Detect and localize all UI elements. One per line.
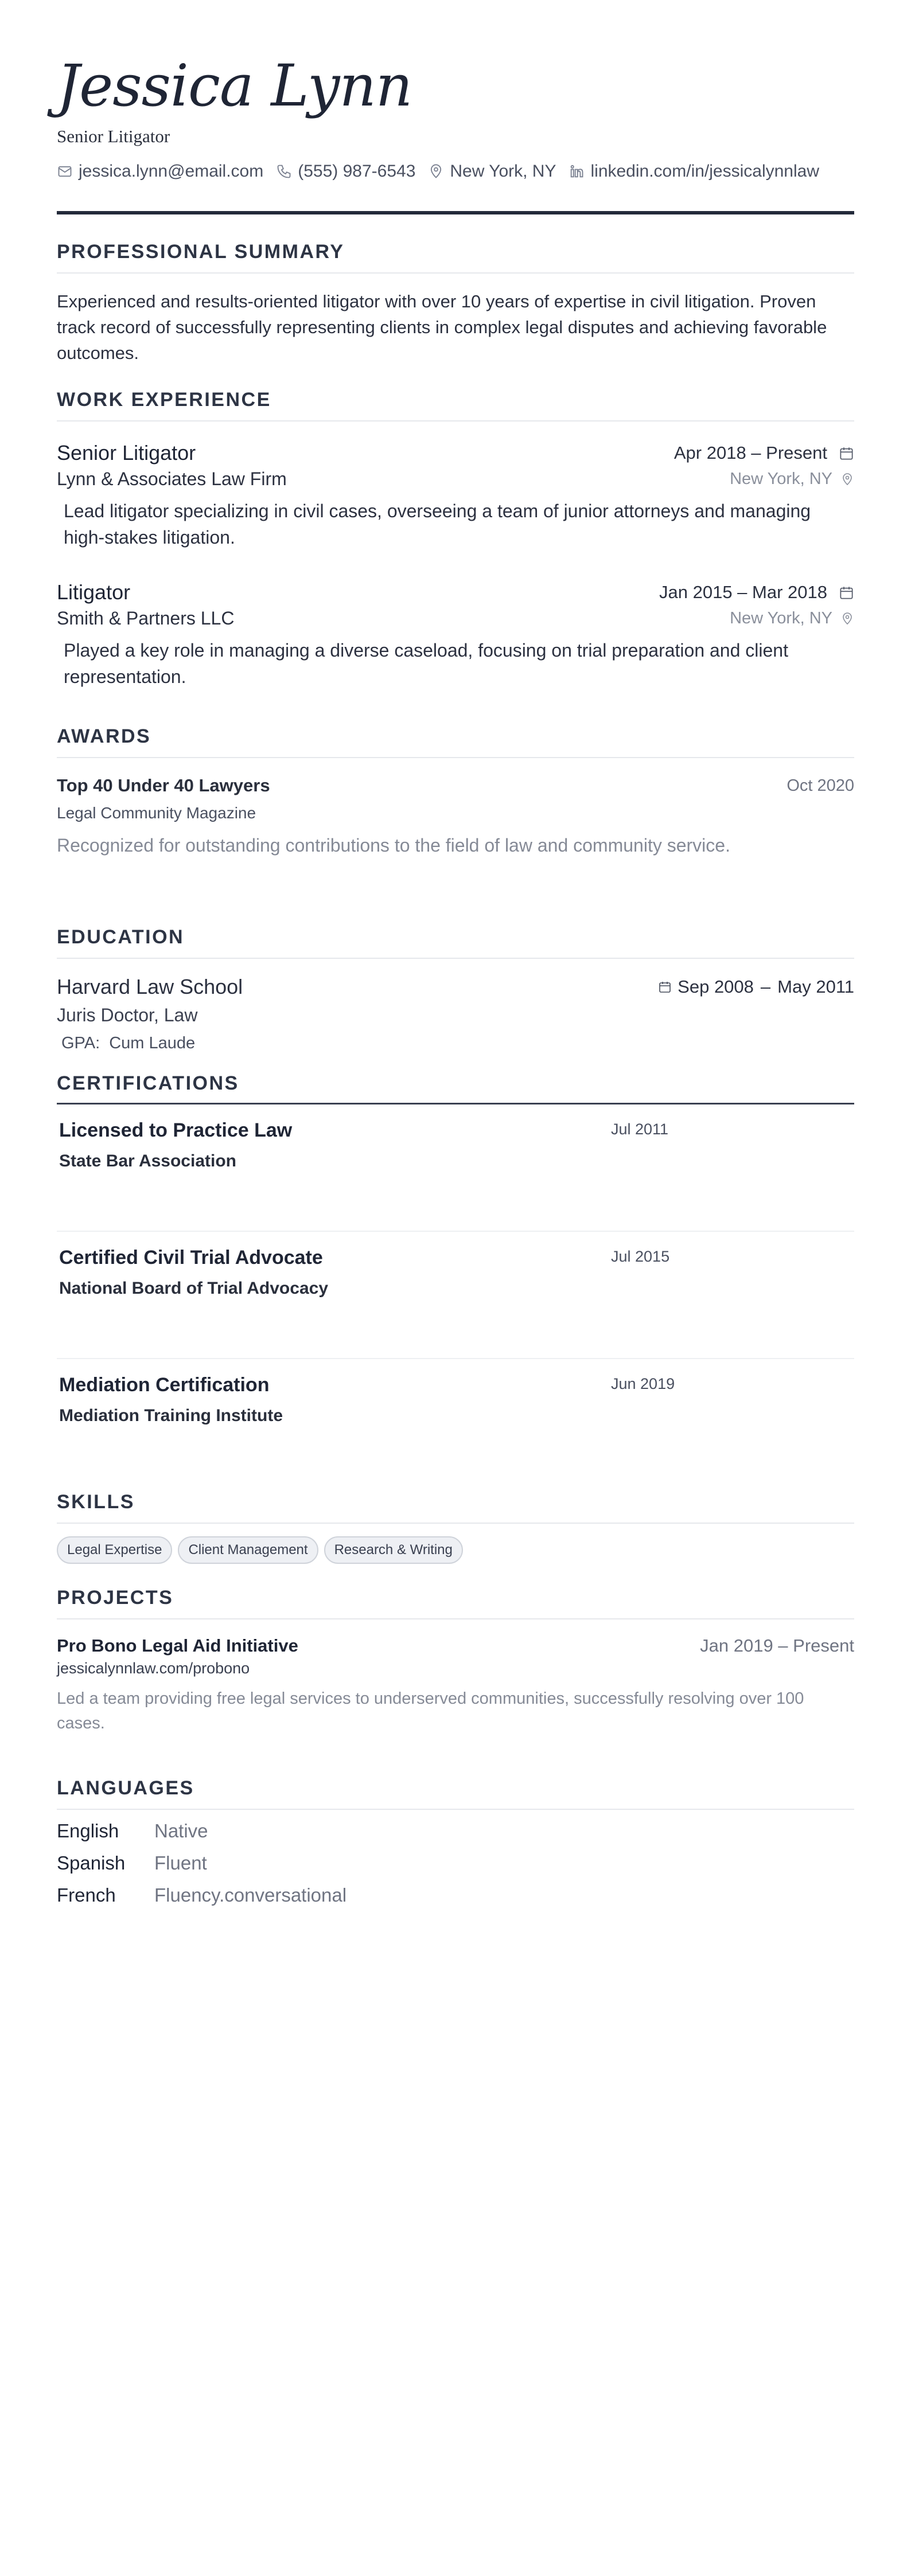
award-title: Top 40 Under 40 Lawyers xyxy=(57,775,270,795)
candidate-name: Jessica Lynn xyxy=(57,52,412,119)
job-dates-text: Jan 2015 – Mar 2018 xyxy=(659,582,827,602)
award-date: Oct 2020 xyxy=(787,776,854,795)
section-title-skills: SKILLS xyxy=(57,1491,135,1513)
certification-org: Mediation Training Institute xyxy=(59,1406,283,1425)
section-divider xyxy=(57,1523,854,1524)
award-description: Recognized for outstanding contributions to the field of law and community service. xyxy=(57,835,730,856)
education-degree: Juris Doctor, Law xyxy=(57,1005,198,1025)
skill-chip: Research & Writing xyxy=(324,1536,463,1564)
skill-chip: Legal Expertise xyxy=(57,1536,172,1564)
section-title-languages: LANGUAGES xyxy=(57,1777,194,1799)
gpa-label: GPA: xyxy=(61,1034,100,1052)
certification-org: National Board of Trial Advocacy xyxy=(59,1279,328,1298)
language-level: Fluency.conversational xyxy=(154,1884,347,1906)
section-divider xyxy=(57,1809,854,1810)
award-entry xyxy=(57,775,854,856)
education-end: May 2011 xyxy=(777,977,854,997)
job-dates xyxy=(659,582,854,603)
job-entry xyxy=(57,580,854,690)
certifications-section xyxy=(57,1072,854,1486)
education-entry xyxy=(57,975,854,1053)
section-divider xyxy=(57,272,854,274)
project-entry xyxy=(57,1636,854,1736)
job-company: Smith & Partners LLC xyxy=(57,608,235,629)
certification-date: Jul 2011 xyxy=(611,1121,669,1138)
gpa-value: Cum Laude xyxy=(109,1034,196,1052)
language-level: Native xyxy=(154,1820,208,1841)
section-title-education: EDUCATION xyxy=(57,926,185,948)
language-level: Fluent xyxy=(154,1852,207,1874)
job-title: Litigator xyxy=(57,580,131,604)
phone-icon xyxy=(276,163,292,179)
location-text: New York, NY xyxy=(450,162,556,181)
language-item xyxy=(57,1820,854,1842)
language-item xyxy=(57,1884,854,1906)
skills-section xyxy=(57,1491,854,1564)
job-dates xyxy=(674,443,854,463)
education-school: Harvard Law School xyxy=(57,975,243,998)
map-pin-icon xyxy=(840,612,854,626)
contact-row xyxy=(57,162,854,181)
education-dates xyxy=(658,977,854,997)
language-name: Spanish xyxy=(57,1852,126,1874)
skill-chip: Client Management xyxy=(178,1536,318,1564)
calendar-icon xyxy=(839,446,854,461)
education-start: Sep 2008 xyxy=(678,977,754,997)
job-location xyxy=(730,470,854,489)
summary-section xyxy=(57,241,854,366)
certification-name: Certified Civil Trial Advocate xyxy=(59,1247,323,1269)
project-description: Led a team providing free legal services to underserved communities, successfully resolving over 100 cases. xyxy=(57,1689,804,1732)
certification-list xyxy=(57,1104,854,1486)
linkedin-text: linkedin.com/in/jessicalynnlaw xyxy=(590,162,819,181)
email-text: jessica.lynn@email.com xyxy=(79,162,264,181)
section-title-certifications: CERTIFICATIONS xyxy=(57,1072,239,1094)
certification-item xyxy=(57,1232,854,1359)
section-title-awards: AWARDS xyxy=(57,725,151,747)
awards-section xyxy=(57,725,854,856)
language-item xyxy=(57,1852,854,1874)
phone-text: (555) 987-6543 xyxy=(298,162,416,181)
map-pin-icon xyxy=(428,163,444,179)
languages-section xyxy=(57,1777,854,1906)
education-date-separator: – xyxy=(760,977,771,997)
contact-phone[interactable] xyxy=(276,162,415,181)
summary-text: Experienced and results-oriented litigator with over 10 years of expertise in civil litigation. Proven track record of successfully representing clients in complex legal disputes and achieving favorable outcomes. xyxy=(57,291,827,363)
contact-linkedin[interactable] xyxy=(569,162,819,181)
project-url[interactable]: jessicalynnlaw.com/probono xyxy=(57,1660,250,1677)
project-dates: Jan 2019 – Present xyxy=(700,1636,854,1656)
language-name: English xyxy=(57,1820,119,1841)
language-list xyxy=(57,1820,854,1906)
certification-name: Mediation Certification xyxy=(59,1374,270,1396)
job-description: Lead litigator specializing in civil cases, overseeing a team of junior attorneys and managing high-stakes litigation. xyxy=(64,501,811,548)
section-divider xyxy=(57,757,854,758)
job-description: Played a key role in managing a diverse caseload, focusing on trial preparation and client representation. xyxy=(64,640,788,687)
section-divider xyxy=(57,420,854,421)
section-divider xyxy=(57,958,854,959)
candidate-title: Senior Litigator xyxy=(57,126,170,146)
job-entry xyxy=(57,441,854,551)
job-location xyxy=(730,609,854,628)
contact-email[interactable] xyxy=(57,162,263,181)
job-company: Lynn & Associates Law Firm xyxy=(57,469,287,489)
section-title-projects: PROJECTS xyxy=(57,1587,174,1609)
skills-list xyxy=(57,1536,854,1564)
certification-org: State Bar Association xyxy=(59,1152,236,1170)
education-gpa xyxy=(57,1034,854,1053)
projects-section xyxy=(57,1587,854,1736)
project-title: Pro Bono Legal Aid Initiative xyxy=(57,1636,298,1656)
language-name: French xyxy=(57,1884,116,1906)
section-title-summary: PROFESSIONAL SUMMARY xyxy=(57,241,345,263)
education-section xyxy=(57,926,854,1053)
certification-date: Jun 2019 xyxy=(611,1375,675,1392)
section-divider xyxy=(57,1618,854,1619)
contact-location xyxy=(428,162,556,181)
linkedin-icon xyxy=(569,163,585,179)
map-pin-icon xyxy=(840,473,854,486)
section-title-work: WORK EXPERIENCE xyxy=(57,389,271,411)
certification-item xyxy=(57,1359,854,1486)
job-title: Senior Litigator xyxy=(57,441,196,465)
certification-item xyxy=(57,1104,854,1232)
job-location-text: New York, NY xyxy=(730,609,832,627)
work-section xyxy=(57,389,854,690)
certification-date: Jul 2015 xyxy=(611,1248,670,1265)
job-dates-text: Apr 2018 – Present xyxy=(673,443,827,463)
mail-icon xyxy=(57,163,73,179)
calendar-icon xyxy=(839,585,854,600)
calendar-icon xyxy=(658,980,672,994)
header-divider xyxy=(57,211,854,214)
award-issuer: Legal Community Magazine xyxy=(57,804,256,822)
certification-name: Licensed to Practice Law xyxy=(59,1119,293,1141)
job-location-text: New York, NY xyxy=(730,470,832,488)
